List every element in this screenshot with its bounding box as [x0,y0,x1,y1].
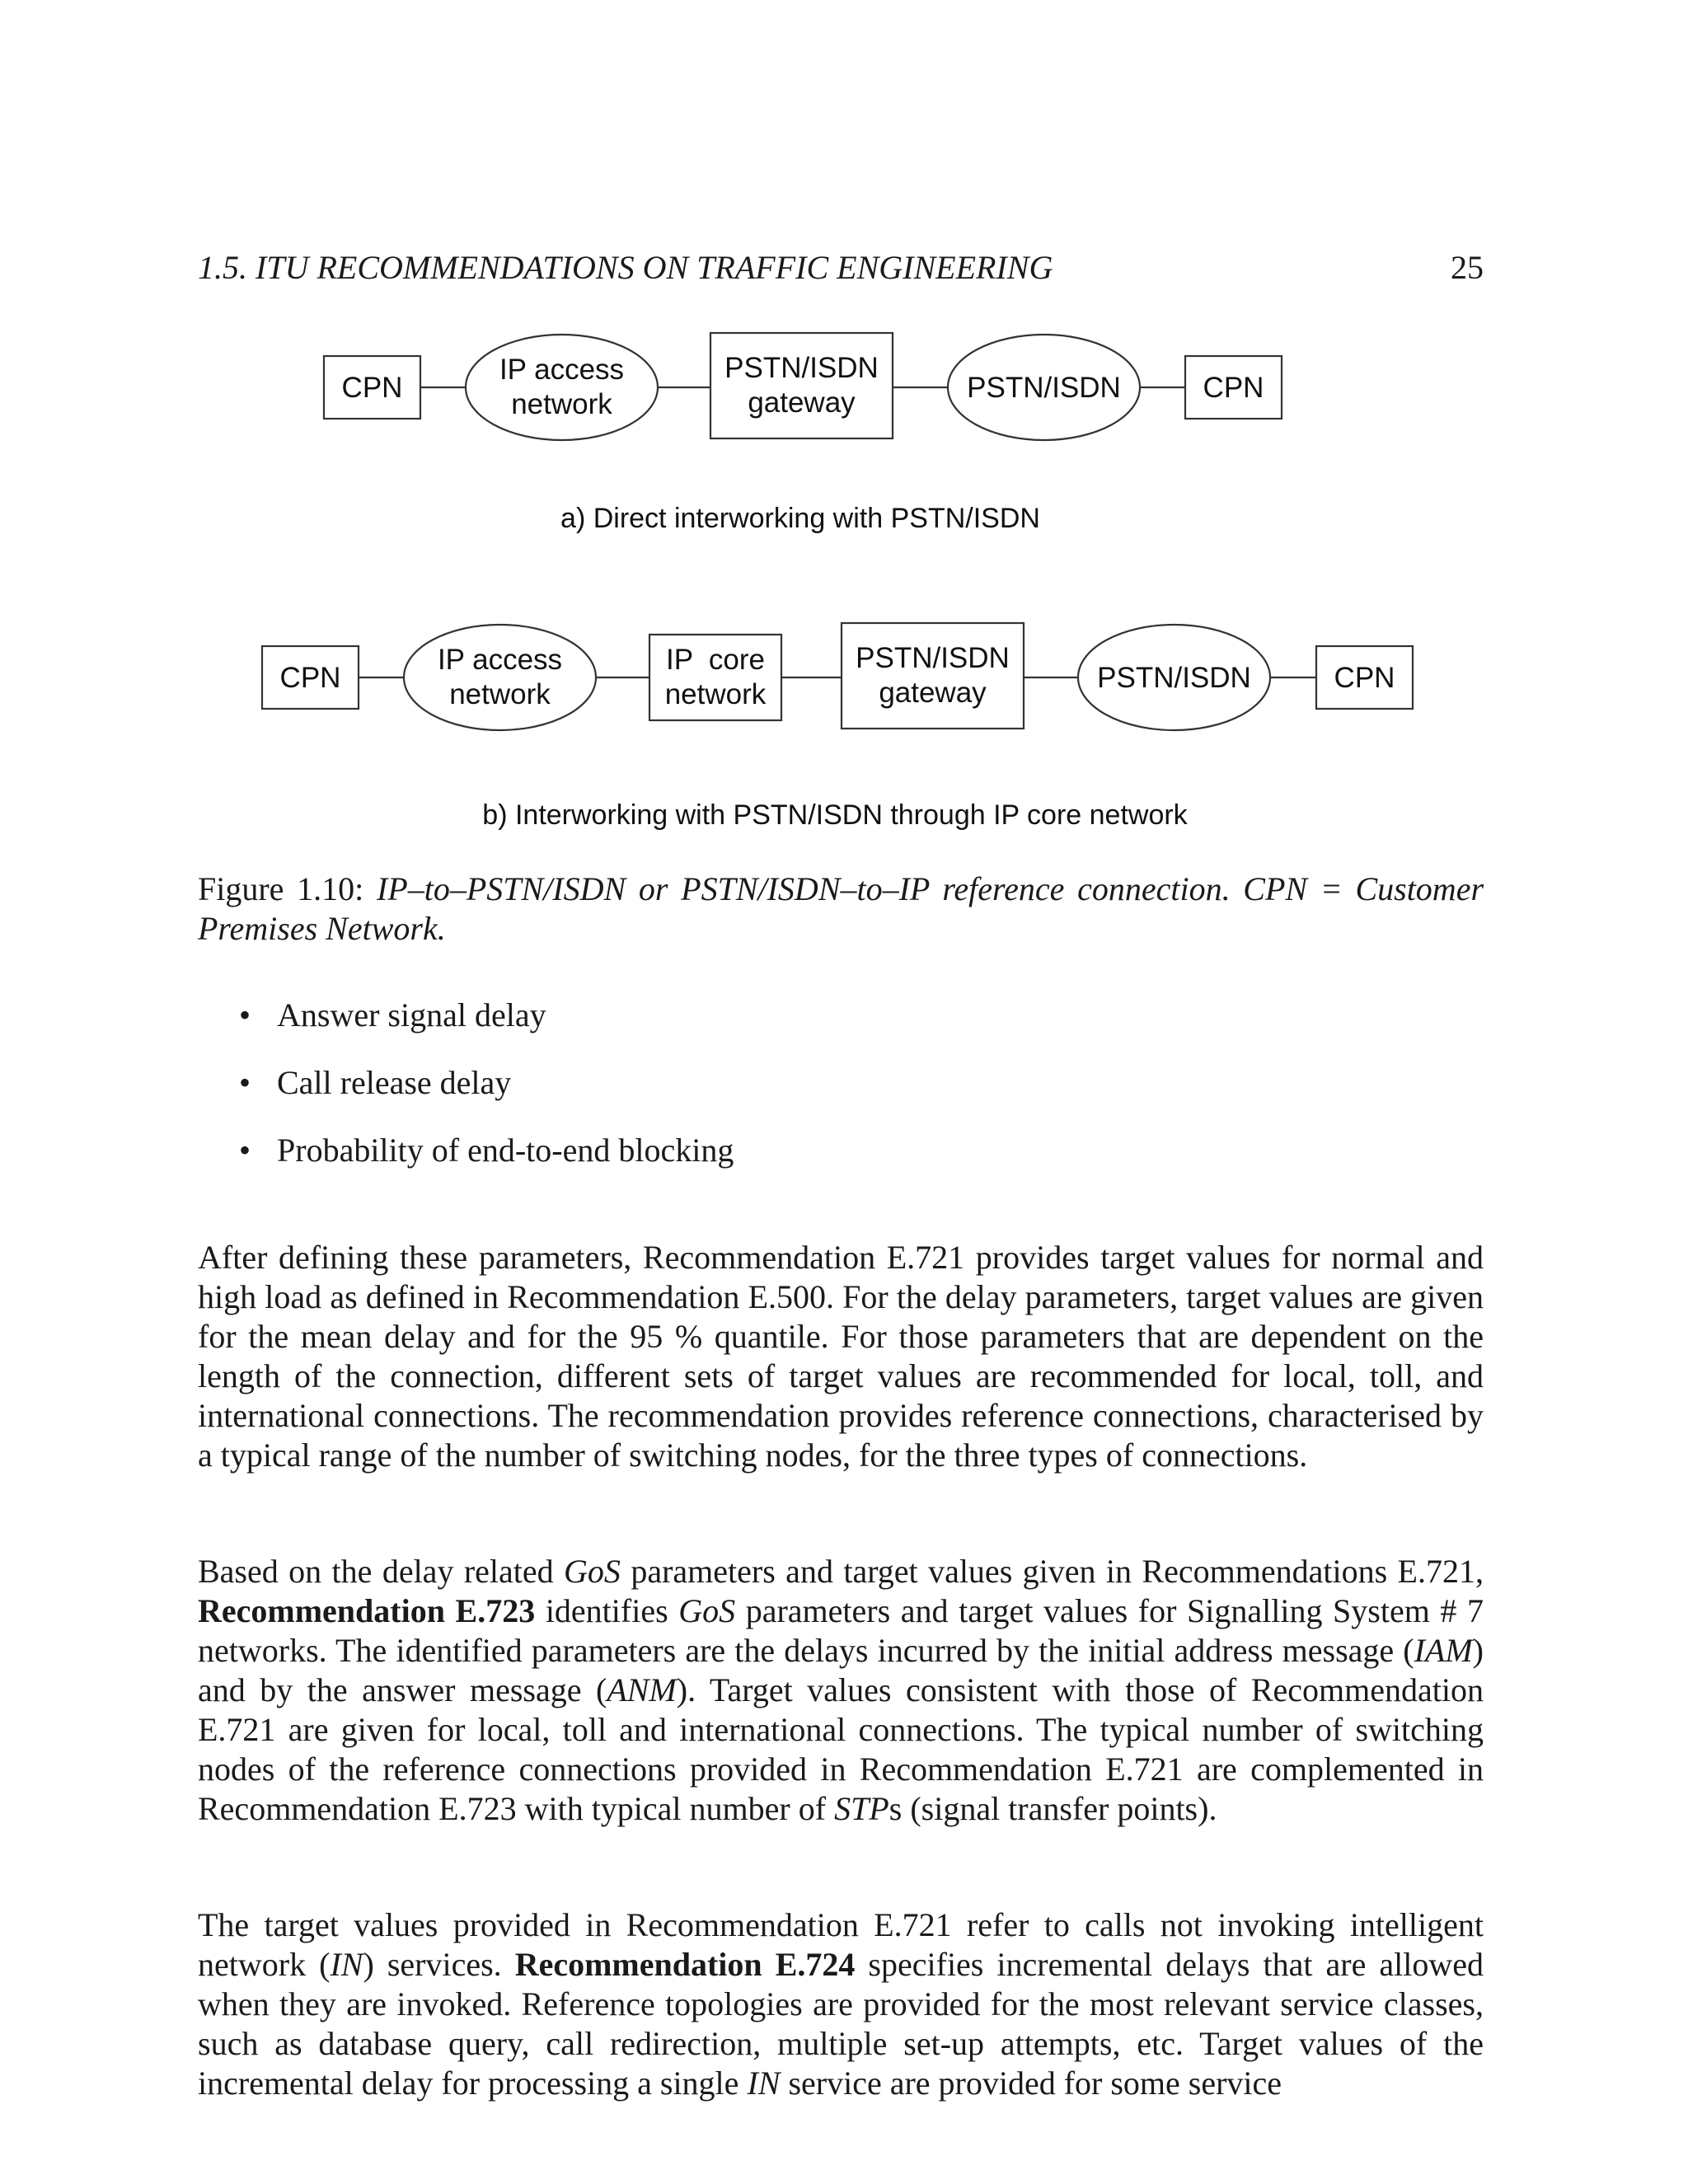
figure-caption-text: IP–to–PSTN/ISDN or PSTN/ISDN–to–IP reference connection. CPN = Customer Premises Network. [198,870,1484,947]
list-item: • Probability of end-to-end blocking [239,1132,734,1169]
node-a-cpn-left [324,356,420,419]
svg-text:PSTN/ISDN: PSTN/ISDN [724,352,879,384]
node-a-ip-access-network [466,335,658,440]
node-b-pstn-isdn [1078,625,1270,730]
node-b-cpn-left [262,646,359,709]
svg-text:network: network [511,388,612,420]
recommendation-e723: Recommendation E.723 [198,1592,536,1629]
svg-text:CPN: CPN [279,662,341,694]
svg-text:PSTN/ISDN: PSTN/ISDN [967,372,1121,404]
reference-connection-diagram [0,0,1688,857]
node-b-ip-core-network [649,635,781,720]
diagram-a-caption: a) Direct interworking with PSTN/ISDN [560,503,1040,534]
list-item: • Answer signal delay [239,996,546,1033]
page-number: 25 [1451,249,1484,286]
svg-text:CPN: CPN [1203,372,1264,404]
node-a-pstn-isdn-gateway [710,333,893,438]
node-b-pstn-isdn-gateway [842,623,1024,729]
figure-caption-label: Figure 1.10: [198,870,364,907]
figure-caption [198,869,1484,949]
bullet-list [239,996,734,1198]
running-header-title: 1.5. ITU RECOMMENDATIONS ON TRAFFIC ENGINEERING [198,249,1053,286]
svg-text:PSTN/ISDN: PSTN/ISDN [856,642,1010,674]
paragraph-2: Based on the delay related GoS parameters and target values given in Recommendations E.721, Recommendation E.723 identifies GoS parameters and target values for Signalling System # 7 networks. The identified parameters are the delays incurred by the initial address message (IAM) and by the answer message (ANM). Target values consistent with those of Recommendation E.721 are given for local, toll and international connections. The typical number of switching nodes of the reference connections provided in Recommendation E.721 are complemented in Recommendation E.723 with typical number of STPs (signal transfer points). [198,1553,1484,1827]
svg-text:gateway: gateway [879,677,987,709]
svg-text:IP access: IP access [437,644,563,676]
paragraph-3: The target values provided in Recommendation E.721 refer to calls not invoking intelligent network (IN) services. Recommendation E.724 specifies incremental delays that are allowed when they are invoked. Reference topologies are provided for the most relevant service classes, such as database query, call redirection, multiple set-up attempts, etc. Target values of the incremental delay for processing a single IN service are provided for some service [198,1906,1484,2102]
paragraph-1: After defining these parameters, Recommendation E.721 provides target values for normal and high load as defined in Recommendation E.500. For the delay parameters, target values are given for the mean delay and for the 95 % quantile. For those parameters that are dependent on the length of the connection, different sets of target values are recommended for local, toll, and international connections. The recommendation provides reference connections, characterised by a typical range of the number of switching nodes, for the three types of connections. [198,1239,1484,1474]
list-item: • Call release delay [239,1064,512,1101]
svg-text:IP core: IP core [666,644,765,676]
recommendation-e724: Recommendation E.724 [514,1946,856,1983]
node-b-ip-access-network [404,625,596,730]
node-b-cpn-right [1316,646,1413,709]
svg-text:network: network [449,678,551,710]
svg-text:gateway: gateway [748,387,856,419]
svg-text:network: network [664,678,767,710]
svg-text:PSTN/ISDN: PSTN/ISDN [1097,662,1251,694]
svg-text:CPN: CPN [1334,662,1395,694]
diagram-a [324,333,1282,534]
diagram-b [262,623,1413,831]
svg-text:CPN: CPN [341,372,403,404]
bullet-icon: • [239,996,251,1033]
diagram-b-caption: b) Interworking with PSTN/ISDN through IP core network [482,799,1188,831]
node-a-cpn-right [1185,356,1282,419]
bullet-icon: • [239,1132,251,1169]
bullet-icon: • [239,1064,251,1101]
node-a-pstn-isdn [948,335,1140,440]
svg-text:IP access: IP access [499,354,625,386]
